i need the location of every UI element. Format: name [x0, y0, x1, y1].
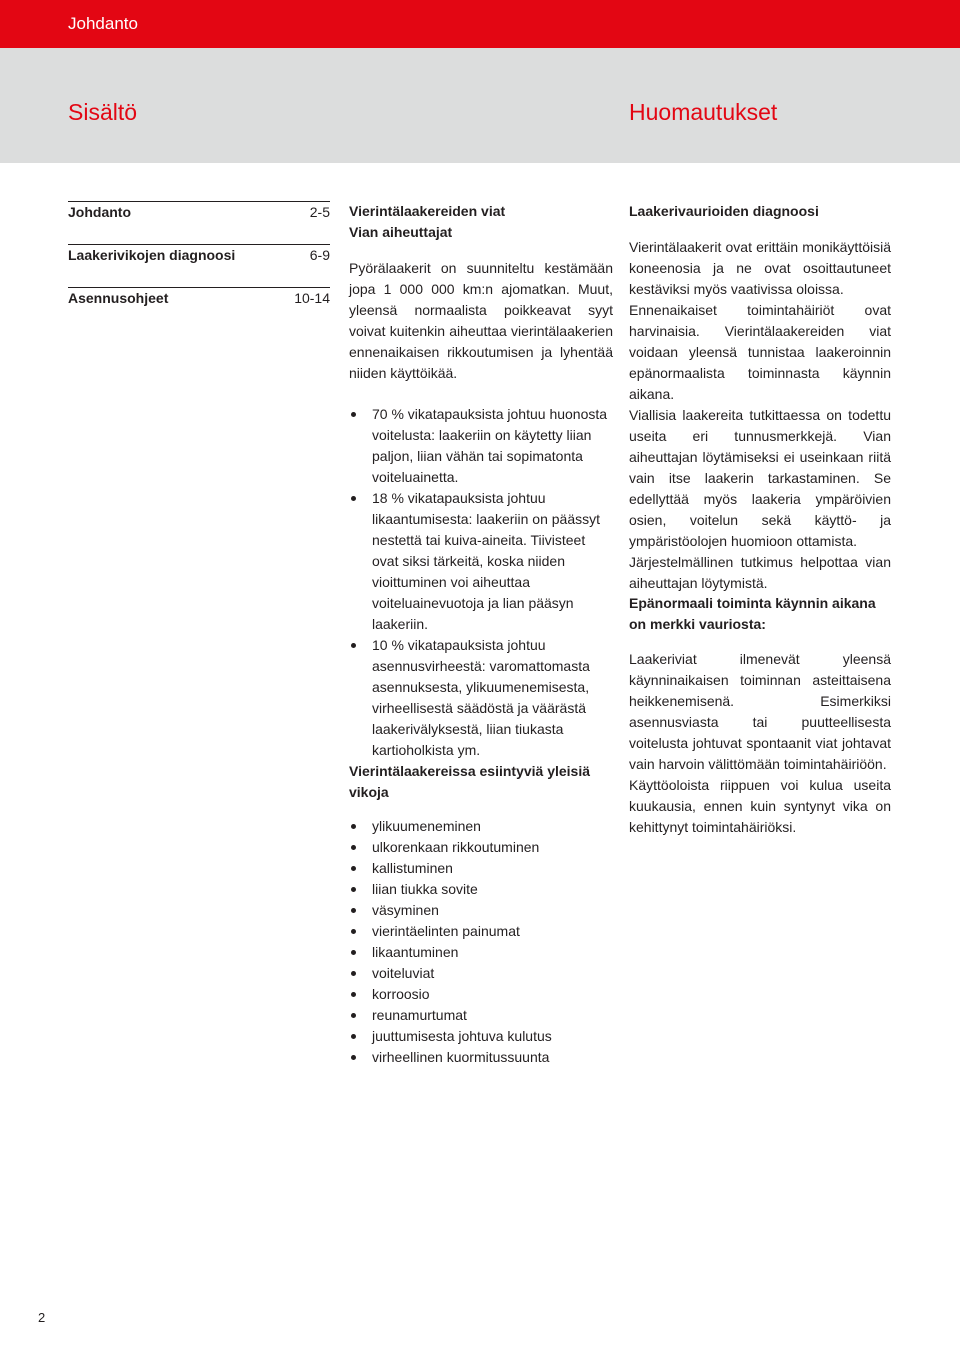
toc-pages: 2-5	[309, 204, 330, 220]
list-item: kallistuminen	[349, 858, 613, 879]
paragraph: Ennenaikaiset toimintahäiriöt ovat harvinaisia. Vierintälaakereiden viat voidaan yleensä tunnistaa laakeroinnin epänormaalista toiminnasta käynnin aikana.	[629, 302, 891, 402]
page-number: 2	[38, 1310, 46, 1325]
list-item: 10 % vikatapauksista johtuu asennusvirheestä: varomattomasta asennuksesta, ylikuumenemisesta, virheellisestä säädöstä ja väärästä laakerivälyksestä, liian tiukasta kartioholkista ym.	[349, 635, 613, 761]
diagnosis-title: Laakerivaurioiden diagnoosi	[629, 203, 819, 219]
toc-label: Asennusohjeet	[68, 290, 169, 306]
list-item: liian tiukka sovite	[349, 879, 613, 900]
paragraph: Vierintälaakerit ovat erittäin monikäyttöisiä koneenosia ja ne ovat osoittautuneet kestäviksi myös vaativissa oloissa.	[629, 239, 891, 297]
notes-heading: Huomautukset	[629, 99, 778, 125]
toc-row[interactable]	[68, 287, 330, 330]
section-title: Johdanto	[68, 14, 138, 33]
section-title-line-2: Vian aiheuttajat	[349, 224, 453, 240]
list-item: reunamurtumat	[349, 1005, 613, 1026]
faults-section-title	[349, 201, 613, 243]
list-item: virheellinen kuormitussuunta	[349, 1047, 613, 1068]
paragraph: Järjestelmällinen tutkimus helpottaa vian aiheuttajan löytymistä.	[629, 554, 891, 591]
toc-label: Laakerivikojen diagnoosi	[68, 247, 236, 263]
toc-row[interactable]	[68, 244, 330, 287]
toc-row[interactable]	[68, 201, 330, 244]
paragraph: Laakeriviat ilmenevät yleensä käynninaikaisen toiminnan asteittaisena heikkenemisenä. Esimerkiksi asennusviasta tai puutteellisesta voitelusta johtuvat spontaanit viat johtavat vain harvoin välittömään toimintahäiriöön.	[629, 651, 891, 772]
list-item: 18 % vikatapauksista johtuu likaantumisesta: laakeriin on päässyt nestettä tai kuiva-aineita. Tiivisteet ovat siksi tärkeitä, koska niiden vioittuminen voi aiheuttaa voiteluainevuotoja ja lian pääsyn laakeriin.	[349, 488, 613, 635]
abnormal-operation-text	[629, 649, 891, 838]
contents-heading: Sisältö	[68, 99, 138, 125]
list-item: likaantuminen	[349, 942, 613, 963]
list-item: väsyminen	[349, 900, 613, 921]
section-header-bar	[0, 0, 960, 48]
list-item: voiteluviat	[349, 963, 613, 984]
toc-pages: 10-14	[294, 290, 330, 306]
diagnosis-text	[629, 237, 891, 594]
paragraph: Käyttöoloista riippuen voi kulua useita kuukausia, ennen kuin syntynyt vika on kehittynyt toimintahäiriöksi.	[629, 777, 891, 835]
list-item: 70 % vikatapauksista johtuu huonosta voitelusta: laakeriin on käytetty liian paljon, liian vähän tai sopimatonta voiteluainetta.	[349, 404, 613, 488]
abnormal-operation-title: Epänormaali toiminta käynnin aikana on merkki vauriosta:	[629, 595, 876, 632]
list-item: ulkorenkaan rikkoutuminen	[349, 837, 613, 858]
heading-band	[0, 48, 960, 163]
list-item: korroosio	[349, 984, 613, 1005]
list-item: juuttumisesta johtuva kulutus	[349, 1026, 613, 1047]
common-faults-title: Vierintälaakereissa esiintyviä yleisiä vikoja	[349, 763, 591, 800]
faults-list	[349, 816, 613, 1068]
list-item: ylikuumeneminen	[349, 816, 613, 837]
paragraph: Viallisia laakereita tutkittaessa on todettu useita eri tunnusmerkkejä. Vian aiheuttajan löytämiseksi ei useinkaan riitä vain itse laakerin tarkastaminen. Se edellyttää myös laakeria ympäröivien osien, voitelun sekä käyttö- ja ympäristöolojen huomioon ottamista.	[629, 407, 891, 549]
toc-pages: 6-9	[309, 247, 330, 263]
table-of-contents	[68, 201, 330, 330]
list-item: vierintäelinten painumat	[349, 921, 613, 942]
causes-list	[349, 404, 613, 761]
section-title-line-1: Vierintälaakereiden viat	[349, 203, 506, 219]
intro-paragraph: Pyörälaakerit on suunniteltu kestämään jopa 1 000 000 km:n ajomatkan. Muut, yleensä normaalista poikkeavat syyt voivat kuitenkin aiheuttaa vierintälaakerien ennenaikaisen rikkoutumisen ja lyhentää niiden käyttöikää.	[349, 260, 613, 381]
toc-label: Johdanto	[68, 204, 131, 220]
